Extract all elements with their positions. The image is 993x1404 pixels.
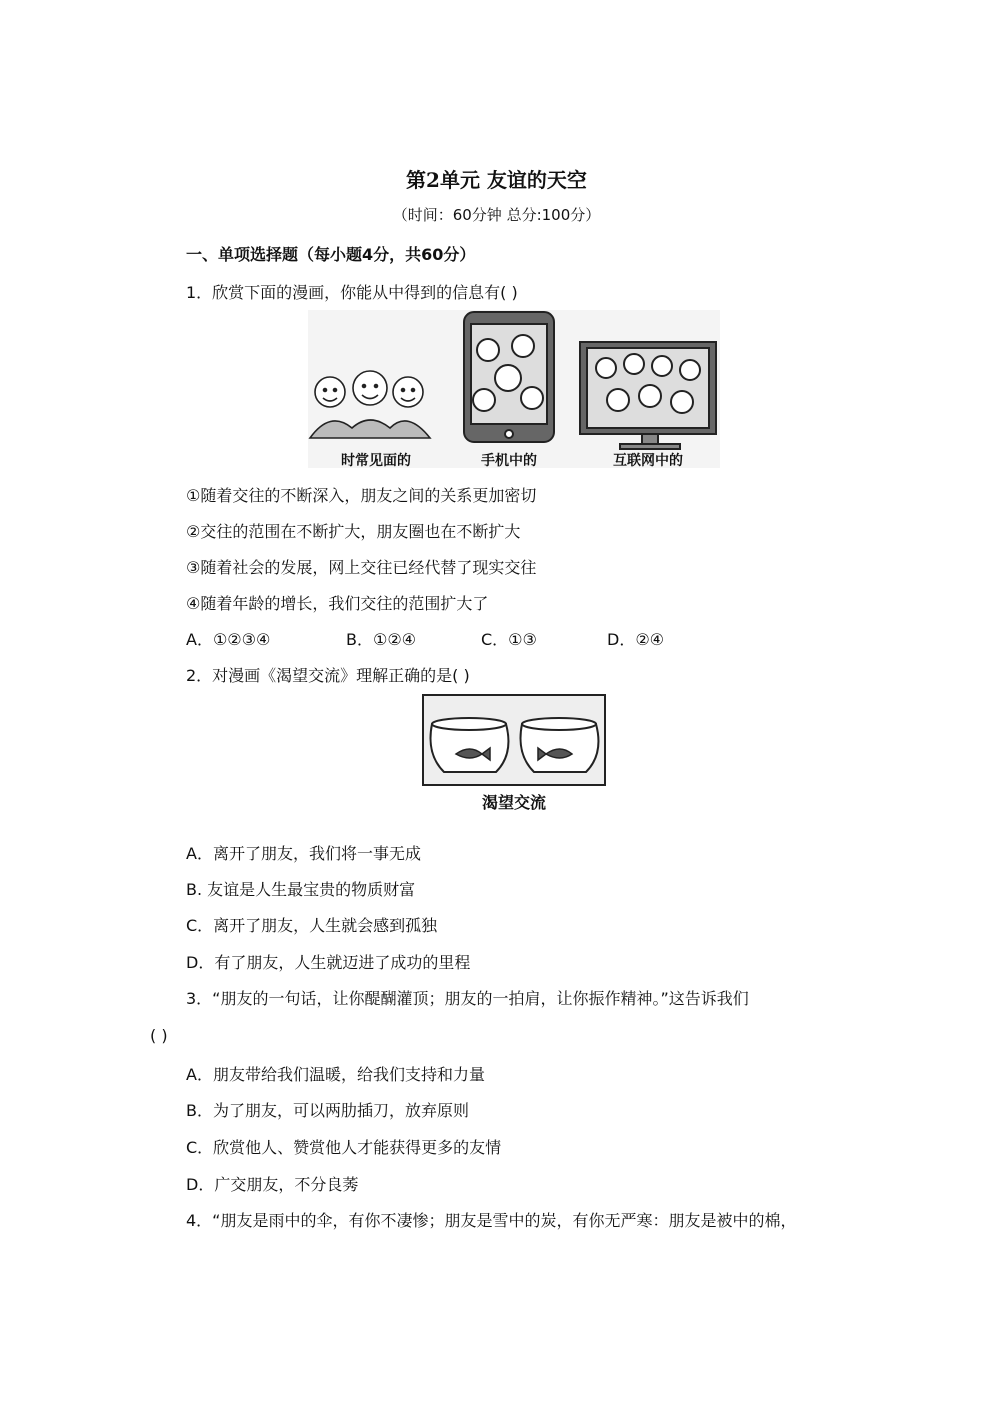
question-4-stem: 4．“朋友是雨中的伞，有你不凄惨；朋友是雪中的炭，有你无严寒：朋友是被中的棉， [186, 1211, 797, 1230]
fishbowl-illustration [422, 694, 606, 786]
statement-1: ①随着交往的不断深入，朋友之间的关系更加密切 [186, 486, 537, 505]
page-title: 第2单元 友谊的天空 [406, 168, 587, 192]
statement-2: ②交往的范围在不断扩大，朋友圈也在不断扩大 [186, 522, 521, 541]
statement-4: ④随着年龄的增长，我们交往的范围扩大了 [186, 594, 489, 613]
q2-option-d: D．有了朋友，人生就迈进了成功的里程 [186, 953, 471, 972]
q3-option-a: A．朋友带给我们温暖，给我们支持和力量 [186, 1065, 485, 1084]
phone-icon [464, 312, 554, 442]
cartoon-illustration [308, 310, 720, 468]
q2-option-a: A．离开了朋友，我们将一事无成 [186, 844, 421, 863]
q1-option-d: D．②④ [607, 630, 665, 649]
cartoon-caption-3: 互联网中的 [613, 453, 683, 469]
q2-option-c: C．离开了朋友，人生就会感到孤独 [186, 916, 438, 935]
question-1-stem: 1．欣赏下面的漫画，你能从中得到的信息有( ) [186, 283, 518, 302]
q3-option-b: B．为了朋友，可以两肋插刀，放弃原则 [186, 1101, 469, 1120]
q3-option-c: C．欣赏他人、赞赏他人才能获得更多的友情 [186, 1138, 502, 1157]
monitor-icon [580, 342, 716, 449]
fishbowl-caption: 渴望交流 [481, 793, 546, 812]
q2-option-b: B. 友谊是人生最宝贵的物质财富 [186, 880, 416, 899]
question-2-cartoon [422, 694, 606, 816]
question-2-stem: 2．对漫画《渴望交流》理解正确的是( ) [186, 666, 470, 685]
question-1-cartoon [308, 310, 720, 468]
question-3-answer-blank: ( ) [150, 1026, 168, 1045]
statement-3: ③随着社会的发展，网上交往已经代替了现实交往 [186, 558, 537, 577]
face-group-icon [310, 371, 430, 438]
q3-option-d: D．广交朋友，不分良莠 [186, 1175, 359, 1194]
exam-info: （时间：60分钟 总分:100分） [392, 206, 601, 224]
q1-option-c: C．①③ [481, 630, 537, 649]
section-heading: 一、单项选择题（每小题4分，共60分） [186, 245, 476, 264]
cartoon-caption-1: 时常见面的 [341, 453, 411, 469]
cartoon-caption-2: 手机中的 [481, 453, 537, 469]
question-3-stem: 3．“朋友的一句话，让你醍醐灌顶；朋友的一拍肩，让你振作精神。”这告诉我们 [186, 989, 749, 1008]
q1-option-a: A．①②③④ [186, 630, 271, 649]
q1-option-b: B．①②④ [346, 630, 417, 649]
